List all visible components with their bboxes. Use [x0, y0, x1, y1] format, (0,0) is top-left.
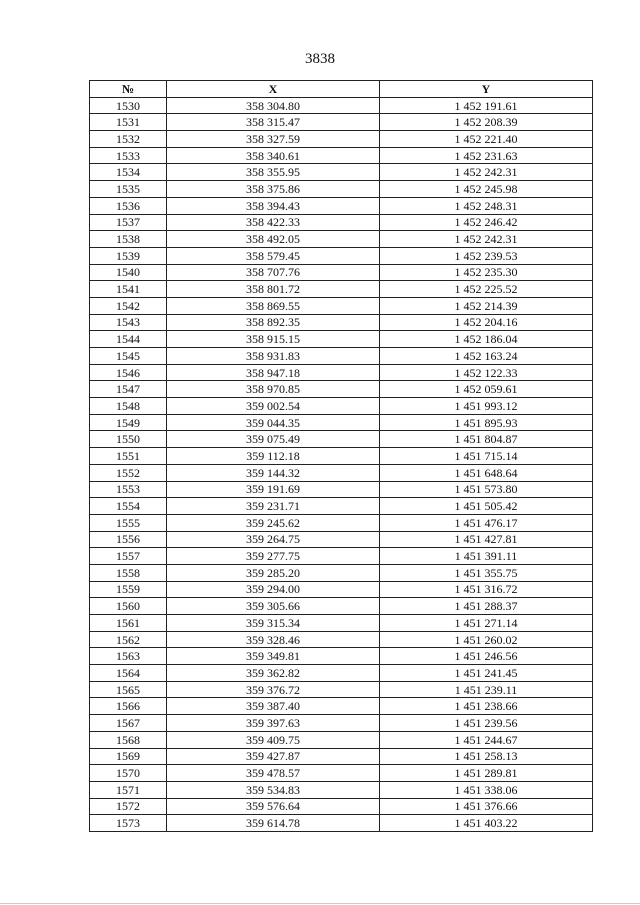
table-row: [90, 314, 593, 331]
x-coordinate-cell: 358 892.35: [167, 314, 380, 331]
x-coordinate-cell: 358 707.76: [167, 264, 380, 281]
point-number-cell: 1571: [90, 781, 167, 798]
y-coordinate-cell: 1 452 235.30: [380, 264, 593, 281]
table-row: [90, 498, 593, 515]
table-row: [90, 815, 593, 832]
table-row: [90, 648, 593, 665]
y-coordinate-cell: 1 452 191.61: [380, 97, 593, 114]
x-coordinate-cell: 359 277.75: [167, 548, 380, 565]
point-number-cell: 1539: [90, 247, 167, 264]
y-coordinate-cell: 1 451 403.22: [380, 815, 593, 832]
x-coordinate-cell: 359 409.75: [167, 731, 380, 748]
table-row: [90, 781, 593, 798]
table-row: [90, 231, 593, 248]
point-number-cell: 1530: [90, 97, 167, 114]
y-coordinate-cell: 1 452 225.52: [380, 281, 593, 298]
y-coordinate-cell: 1 451 238.66: [380, 698, 593, 715]
table-row: [90, 131, 593, 148]
x-coordinate-cell: 359 294.00: [167, 581, 380, 598]
x-coordinate-cell: 359 075.49: [167, 431, 380, 448]
y-coordinate-cell: 1 452 242.31: [380, 231, 593, 248]
y-coordinate-cell: 1 452 231.63: [380, 147, 593, 164]
table-row: [90, 681, 593, 698]
table-row: [90, 431, 593, 448]
y-coordinate-cell: 1 451 993.12: [380, 398, 593, 415]
x-coordinate-cell: 358 304.80: [167, 97, 380, 114]
y-coordinate-cell: 1 452 221.40: [380, 131, 593, 148]
x-coordinate-cell: 359 478.57: [167, 765, 380, 782]
y-coordinate-cell: 1 451 476.17: [380, 514, 593, 531]
table-row: [90, 348, 593, 365]
x-coordinate-cell: 359 044.35: [167, 414, 380, 431]
point-number-cell: 1573: [90, 815, 167, 832]
point-number-cell: 1536: [90, 197, 167, 214]
y-coordinate-cell: 1 451 244.67: [380, 731, 593, 748]
y-coordinate-cell: 1 451 260.02: [380, 631, 593, 648]
header-y: Y: [380, 81, 593, 98]
x-coordinate-cell: 358 340.61: [167, 147, 380, 164]
y-coordinate-cell: 1 451 239.56: [380, 715, 593, 732]
x-coordinate-cell: 358 492.05: [167, 231, 380, 248]
point-number-cell: 1568: [90, 731, 167, 748]
table-row: [90, 264, 593, 281]
table-row: [90, 281, 593, 298]
y-coordinate-cell: 1 452 186.04: [380, 331, 593, 348]
x-coordinate-cell: 358 315.47: [167, 114, 380, 131]
x-coordinate-cell: 359 576.64: [167, 798, 380, 815]
header-number: №: [90, 81, 167, 98]
page-bottom-edge: [0, 903, 640, 904]
y-coordinate-cell: 1 451 258.13: [380, 748, 593, 765]
point-number-cell: 1547: [90, 381, 167, 398]
point-number-cell: 1537: [90, 214, 167, 231]
x-coordinate-cell: 358 947.18: [167, 364, 380, 381]
y-coordinate-cell: 1 451 804.87: [380, 431, 593, 448]
y-coordinate-cell: 1 452 239.53: [380, 247, 593, 264]
y-coordinate-cell: 1 452 163.24: [380, 348, 593, 365]
point-number-cell: 1546: [90, 364, 167, 381]
table-row: [90, 514, 593, 531]
table-row: [90, 598, 593, 615]
y-coordinate-cell: 1 451 338.06: [380, 781, 593, 798]
table-row: [90, 214, 593, 231]
table-row: [90, 381, 593, 398]
y-coordinate-cell: 1 451 895.93: [380, 414, 593, 431]
table-row: [90, 481, 593, 498]
y-coordinate-cell: 1 452 122.33: [380, 364, 593, 381]
y-coordinate-cell: 1 452 204.16: [380, 314, 593, 331]
table-row: [90, 715, 593, 732]
point-number-cell: 1572: [90, 798, 167, 815]
x-coordinate-cell: 359 362.82: [167, 665, 380, 682]
x-coordinate-cell: 359 614.78: [167, 815, 380, 832]
y-coordinate-cell: 1 452 248.31: [380, 197, 593, 214]
table-row: [90, 531, 593, 548]
y-coordinate-cell: 1 451 355.75: [380, 564, 593, 581]
coordinates-table: [89, 80, 593, 832]
x-coordinate-cell: 359 144.32: [167, 464, 380, 481]
table-row: [90, 731, 593, 748]
point-number-cell: 1538: [90, 231, 167, 248]
y-coordinate-cell: 1 451 505.42: [380, 498, 593, 515]
y-coordinate-cell: 1 451 427.81: [380, 531, 593, 548]
x-coordinate-cell: 359 427.87: [167, 748, 380, 765]
x-coordinate-cell: 358 355.95: [167, 164, 380, 181]
y-coordinate-cell: 1 452 245.98: [380, 181, 593, 198]
x-coordinate-cell: 358 375.86: [167, 181, 380, 198]
table-row: [90, 631, 593, 648]
point-number-cell: 1551: [90, 448, 167, 465]
point-number-cell: 1565: [90, 681, 167, 698]
point-number-cell: 1567: [90, 715, 167, 732]
point-number-cell: 1569: [90, 748, 167, 765]
point-number-cell: 1557: [90, 548, 167, 565]
point-number-cell: 1532: [90, 131, 167, 148]
x-coordinate-cell: 359 191.69: [167, 481, 380, 498]
table-row: [90, 448, 593, 465]
x-coordinate-cell: 358 422.33: [167, 214, 380, 231]
point-number-cell: 1555: [90, 514, 167, 531]
x-coordinate-cell: 359 397.63: [167, 715, 380, 732]
y-coordinate-cell: 1 451 316.72: [380, 581, 593, 598]
table-row: [90, 414, 593, 431]
table-row: [90, 181, 593, 198]
point-number-cell: 1548: [90, 398, 167, 415]
table-row: [90, 698, 593, 715]
table-row: [90, 581, 593, 598]
y-coordinate-cell: 1 451 241.45: [380, 665, 593, 682]
table-row: [90, 464, 593, 481]
x-coordinate-cell: 359 264.75: [167, 531, 380, 548]
y-coordinate-cell: 1 451 715.14: [380, 448, 593, 465]
x-coordinate-cell: 358 579.45: [167, 247, 380, 264]
y-coordinate-cell: 1 452 214.39: [380, 297, 593, 314]
x-coordinate-cell: 358 869.55: [167, 297, 380, 314]
y-coordinate-cell: 1 451 573.80: [380, 481, 593, 498]
point-number-cell: 1564: [90, 665, 167, 682]
point-number-cell: 1553: [90, 481, 167, 498]
x-coordinate-cell: 359 112.18: [167, 448, 380, 465]
table-row: [90, 164, 593, 181]
x-coordinate-cell: 359 387.40: [167, 698, 380, 715]
y-coordinate-cell: 1 451 288.37: [380, 598, 593, 615]
header-x: X: [167, 81, 380, 98]
y-coordinate-cell: 1 452 242.31: [380, 164, 593, 181]
point-number-cell: 1559: [90, 581, 167, 598]
point-number-cell: 1570: [90, 765, 167, 782]
point-number-cell: 1531: [90, 114, 167, 131]
point-number-cell: 1550: [90, 431, 167, 448]
x-coordinate-cell: 359 328.46: [167, 631, 380, 648]
table-row: [90, 331, 593, 348]
table-row: [90, 197, 593, 214]
x-coordinate-cell: 358 970.85: [167, 381, 380, 398]
y-coordinate-cell: 1 451 648.64: [380, 464, 593, 481]
x-coordinate-cell: 359 305.66: [167, 598, 380, 615]
x-coordinate-cell: 359 376.72: [167, 681, 380, 698]
point-number-cell: 1561: [90, 615, 167, 632]
y-coordinate-cell: 1 451 376.66: [380, 798, 593, 815]
point-number-cell: 1554: [90, 498, 167, 515]
table-row: [90, 748, 593, 765]
y-coordinate-cell: 1 451 239.11: [380, 681, 593, 698]
table-body: [90, 97, 593, 831]
header-row: [90, 81, 593, 98]
point-number-cell: 1562: [90, 631, 167, 648]
point-number-cell: 1566: [90, 698, 167, 715]
table-row: [90, 564, 593, 581]
x-coordinate-cell: 359 349.81: [167, 648, 380, 665]
table-row: [90, 765, 593, 782]
point-number-cell: 1534: [90, 164, 167, 181]
point-number-cell: 1560: [90, 598, 167, 615]
x-coordinate-cell: 359 285.20: [167, 564, 380, 581]
table-row: [90, 97, 593, 114]
table-header: [90, 81, 593, 98]
point-number-cell: 1556: [90, 531, 167, 548]
x-coordinate-cell: 358 327.59: [167, 131, 380, 148]
x-coordinate-cell: 358 801.72: [167, 281, 380, 298]
table-row: [90, 398, 593, 415]
table-row: [90, 247, 593, 264]
page-number: 3838: [305, 51, 335, 67]
y-coordinate-cell: 1 452 059.61: [380, 381, 593, 398]
table-row: [90, 114, 593, 131]
point-number-cell: 1558: [90, 564, 167, 581]
y-coordinate-cell: 1 451 246.56: [380, 648, 593, 665]
point-number-cell: 1544: [90, 331, 167, 348]
y-coordinate-cell: 1 452 246.42: [380, 214, 593, 231]
point-number-cell: 1549: [90, 414, 167, 431]
table-row: [90, 297, 593, 314]
x-coordinate-cell: 359 245.62: [167, 514, 380, 531]
point-number-cell: 1533: [90, 147, 167, 164]
x-coordinate-cell: 358 931.83: [167, 348, 380, 365]
x-coordinate-cell: 358 915.15: [167, 331, 380, 348]
x-coordinate-cell: 359 002.54: [167, 398, 380, 415]
table-row: [90, 147, 593, 164]
y-coordinate-cell: 1 452 208.39: [380, 114, 593, 131]
y-coordinate-cell: 1 451 271.14: [380, 615, 593, 632]
table-row: [90, 548, 593, 565]
table-row: [90, 798, 593, 815]
point-number-cell: 1540: [90, 264, 167, 281]
table-row: [90, 615, 593, 632]
table-row: [90, 665, 593, 682]
table-row: [90, 364, 593, 381]
y-coordinate-cell: 1 451 289.81: [380, 765, 593, 782]
x-coordinate-cell: 359 315.34: [167, 615, 380, 632]
point-number-cell: 1542: [90, 297, 167, 314]
point-number-cell: 1545: [90, 348, 167, 365]
point-number-cell: 1543: [90, 314, 167, 331]
point-number-cell: 1535: [90, 181, 167, 198]
x-coordinate-cell: 359 231.71: [167, 498, 380, 515]
point-number-cell: 1552: [90, 464, 167, 481]
point-number-cell: 1541: [90, 281, 167, 298]
x-coordinate-cell: 359 534.83: [167, 781, 380, 798]
y-coordinate-cell: 1 451 391.11: [380, 548, 593, 565]
x-coordinate-cell: 358 394.43: [167, 197, 380, 214]
point-number-cell: 1563: [90, 648, 167, 665]
